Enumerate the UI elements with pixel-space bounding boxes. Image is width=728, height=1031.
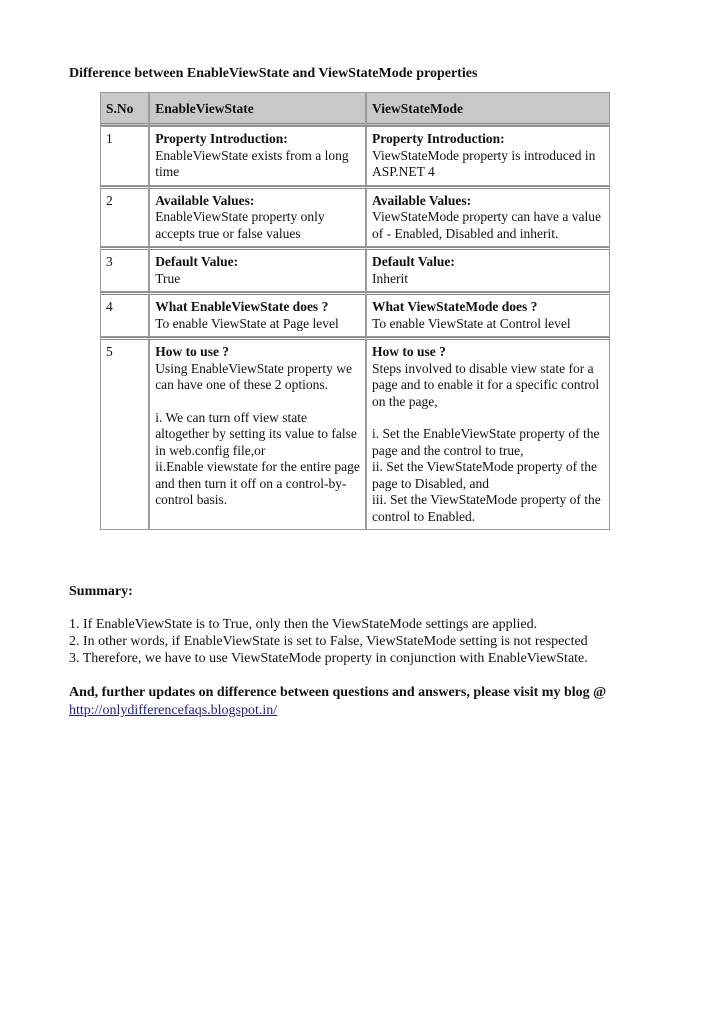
viewstatemode-cell xyxy=(366,247,610,292)
cell-text: iii. Set the ViewStateMode property of the control to Enabled. xyxy=(372,492,601,524)
cell-heading: What EnableViewState does ? xyxy=(155,299,329,314)
cell-heading: Default Value: xyxy=(155,254,239,269)
cell-text: Inherit xyxy=(372,270,409,286)
table-row xyxy=(100,292,610,337)
viewstatemode-cell xyxy=(366,337,610,530)
cell-text: i. Set the EnableViewState property of the page and the control to true, xyxy=(372,426,600,458)
cell-heading: Property Introduction: xyxy=(372,131,505,146)
cell-heading: What ViewStateMode does ? xyxy=(372,299,538,314)
blog-link[interactable]: http://onlydifferencefaqs.blogspot.in/ xyxy=(69,703,278,718)
viewstatemode-cell xyxy=(366,126,610,186)
summary-point: 1. If EnableViewState is to True, only then the ViewStateMode settings are applied. xyxy=(69,617,538,632)
enableviewstate-cell xyxy=(149,247,366,292)
table-row xyxy=(100,126,610,186)
enableviewstate-cell xyxy=(149,126,366,186)
summary-point: 2. In other words, if EnableViewState is set to False, ViewStateMode setting is not respected xyxy=(69,634,588,649)
header-sno: S.No xyxy=(100,92,149,126)
cell-text: To enable ViewState at Control level xyxy=(372,315,571,331)
row-number: 5 xyxy=(100,337,149,530)
cell-heading: How to use ? xyxy=(155,344,230,359)
cell-heading: How to use ? xyxy=(372,344,446,359)
viewstatemode-cell xyxy=(366,292,610,337)
row-number: 2 xyxy=(100,186,149,248)
cell-text: True xyxy=(155,270,181,286)
row-number: 1 xyxy=(100,126,149,186)
summary-points xyxy=(69,616,669,667)
cell-text: ViewStateMode property can have a value of - Enabled, Disabled and inherit. xyxy=(372,209,602,241)
cell-text: EnableViewState exists from a long time xyxy=(155,147,349,179)
table-row xyxy=(100,186,610,248)
cell-text: Steps involved to disable view state for a page and to enable it for a specific control on the page, xyxy=(372,360,600,409)
row-number: 4 xyxy=(100,292,149,337)
cell-text: ii. Set the ViewStateMode property of the page to Disabled, and xyxy=(372,459,598,491)
cell-text: ii.Enable viewstate for the entire page and then turn it off on a control-by-control basis. xyxy=(155,459,360,507)
closing-text: And, further updates on difference between questions and answers, please visit my blog @ xyxy=(69,685,607,700)
cell-text: To enable ViewState at Page level xyxy=(155,315,339,331)
enableviewstate-cell xyxy=(149,186,366,248)
paragraph-gap xyxy=(372,410,605,426)
cell-heading: Available Values: xyxy=(155,192,255,208)
cell-text: EnableViewState property only accepts true or false values xyxy=(155,209,325,241)
comparison-table xyxy=(100,92,610,530)
paragraph-gap xyxy=(155,394,361,410)
header-enableviewstate: EnableViewState xyxy=(149,92,366,126)
document-title: Difference between EnableViewState and ViewStateMode properties xyxy=(69,66,478,81)
table-row xyxy=(100,247,610,292)
enableviewstate-cell xyxy=(149,292,366,337)
cell-heading: Property Introduction: xyxy=(155,131,288,146)
enableviewstate-cell xyxy=(149,337,366,530)
viewstatemode-cell xyxy=(366,186,610,248)
header-viewstatemode: ViewStateMode xyxy=(366,92,610,126)
cell-text: ViewStateMode property is introduced in ASP.NET 4 xyxy=(372,147,596,179)
row-number: 3 xyxy=(100,247,149,292)
table-header-row xyxy=(100,92,610,126)
table-row xyxy=(100,337,610,530)
summary-point: 3. Therefore, we have to use ViewStateMode property in conjunction with EnableViewState. xyxy=(69,651,588,666)
cell-heading: Available Values: xyxy=(372,192,472,208)
cell-heading: Default Value: xyxy=(372,254,455,269)
summary-heading: Summary: xyxy=(69,584,133,599)
cell-text: Using EnableViewState property we can have one of these 2 options. xyxy=(155,360,352,392)
cell-text: i. We can turn off view state altogether by setting its value to false in web.config file,or xyxy=(155,409,357,458)
